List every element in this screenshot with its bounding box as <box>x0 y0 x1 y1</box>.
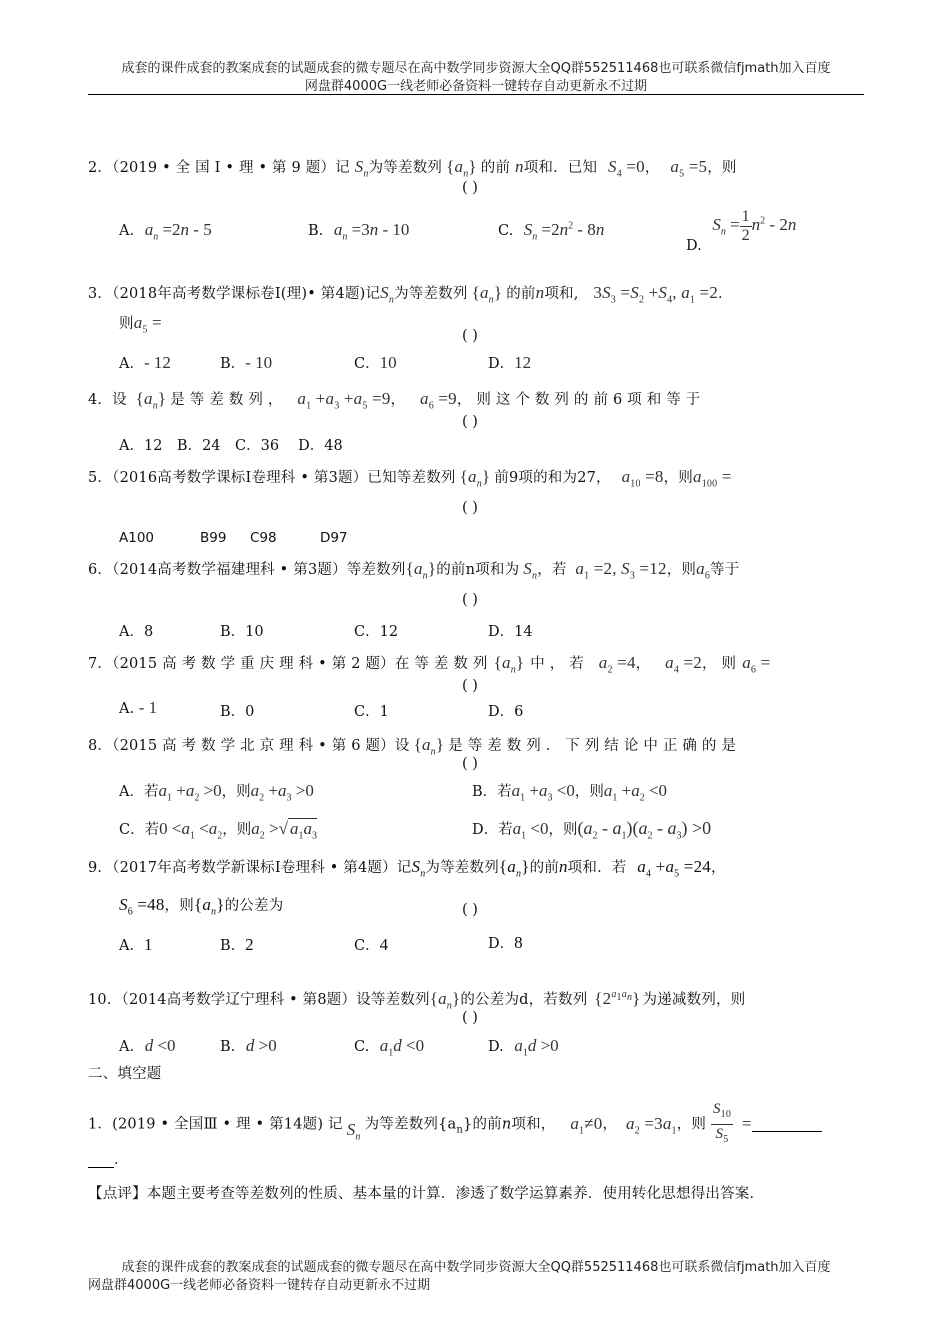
q8-option-b: B．若$a_1 +a_3 <0$，则$a_1 +a_2 <0$ <box>472 781 668 804</box>
fill-question-1: 1．(2019 • 全国Ⅲ • 理 • 第14题) 记 $S_n$为等差数列$\{a_n\}$的前n项和， $a_1\ne 0$， $a_2 =3a_1$，则 $\frac{S_{10}}{S_5}$ = <box>88 1100 822 1149</box>
q9-answer-paren: ( ) <box>462 902 478 918</box>
q2-option-b: B. $a_n =3n - 10$ <box>308 220 410 243</box>
footer-line-2: 网盘群4000G一线老师必备资料一键转存自动更新永不过期 <box>88 1278 431 1293</box>
question-10: 10．（2014高考数学辽宁理科 • 第8题）设等差数列$\{a_n\}$的公差为d，若数列 $\{2^{a_1a_n}\}$ 为递减数列，则 <box>88 989 746 1012</box>
header-line-2: 网盘群4000G一线老师必备资料一键转存自动更新永不过期 <box>304 79 648 94</box>
q7-option-c: C．1 <box>354 704 389 720</box>
q2-option-c: C. $S_n =2n^2 - 8n$ <box>498 220 605 243</box>
question-4: 4．设 $\{a_n\}$ 是 等 差 数 列 ， $a_1 +a_3 +a_5 =9$， $a_6 =9$， 则 这 个 数 列 的 前 6 项 和 等 于 <box>88 389 701 412</box>
question-9: 9．（2017年高考数学新课标Ⅰ卷理科 • 第4题）记$S_n$为等差数列$\{a_n\}$的前n项和．若 $a_4 +a_5 =24$， <box>88 857 726 880</box>
q9-option-c: C．4 <box>354 935 389 954</box>
q3-line-2: 则$a_5$ = <box>119 313 162 336</box>
comment: 【点评】本题主要考查等差数列的性质、基本量的计算．渗透了数学运算素养．使用转化思想得出答案． <box>88 1186 765 1202</box>
question-7: 7．（2015 高 考 数 学 重 庆 理 科 • 第 2 题）在 等 差 数 列 $\{a_n\}$ 中 ， 若 $a_2 =4$， $a_4 =2$， 则 $a_6$ = <box>88 653 771 676</box>
question-8: 8．（2015 高 考 数 学 北 京 理 科 • 第 6 题）设 $\{a_n\}$ 是 等 差 数 列 ． 下 列 结 论 中 正 确 的 是 <box>88 735 737 758</box>
question-2: 2．（2019 • 全 国 Ⅰ • 理 • 第 9 题）记 $S_n$为等差数列 $\{a_n\}$ 的前 n项和．已知 $S_4 =0$， $a_5 =5$，则 <box>88 157 737 180</box>
q2-answer-paren: ( ) <box>462 180 478 196</box>
q7-option-d: D．6 <box>488 704 524 720</box>
q10-option-d: D. $a_1d >0$ <box>488 1036 559 1059</box>
question-6: 6．（2014高考数学福建理科 • 第3题）等差数列$\{a_n\}$的前n项和为 $S_n$，若 $a_1 =2$, $S_3 =12$，则$a_6$等于 <box>88 559 740 582</box>
fill-question-1-tail: ． <box>88 1148 129 1169</box>
q5-option-d: D97 <box>320 530 348 546</box>
footer-line-1: 成套的课件成套的教案成套的试题成套的微专题尽在高中数学同步资源大全QQ群552511468也可联系微信fjmath加入百度 <box>121 1260 831 1275</box>
q9-option-a: A．1 <box>119 935 153 954</box>
q8-option-d: D．若$a_1 <0$，则$(a_2 - a_1)(a_2 - a_3) >0$ <box>472 818 712 842</box>
question-3: 3．（2018年高考数学课标卷Ⅰ(理)• 第4题)记$S_n$为等差数列 $\{a_n\}$ 的前n项和, $3S_3 =S_2 +S_4$, $a_1 =2$． <box>88 283 733 306</box>
header-line-1: 成套的课件成套的教案成套的试题成套的微专题尽在高中数学同步资源大全QQ群552511468也可联系微信fjmath加入百度 <box>121 61 831 76</box>
q4-options: A．12 B．24 C．36 D．48 <box>119 438 343 454</box>
q5-option-b: B99 <box>200 530 227 546</box>
q9-option-b: B．2 <box>220 935 254 954</box>
q10-option-c: C. $a_1d <0$ <box>354 1036 425 1059</box>
q6-option-d: D．14 <box>488 624 533 640</box>
q7-answer-paren: ( ) <box>462 678 478 694</box>
q8-answer-paren: ( ) <box>462 756 478 772</box>
q3-option-a: A．- 12 <box>119 353 171 372</box>
q6-option-a: A．8 <box>119 624 154 640</box>
q10-option-a: A. d <0 <box>119 1036 176 1055</box>
question-5: 5．（2016高考数学课标Ⅰ卷理科 • 第3题）已知等差数列 $\{a_n\}$ 前9项的和为27， $a_{10} =8$，则$a_{100}$ = <box>88 467 732 490</box>
q4-answer-paren: ( ) <box>462 414 478 430</box>
q8-option-c: C．若$0 <a_1 <a_2$，则$a_2$ >√ $a_1a_3$ <box>119 819 317 842</box>
q9-line-2: $S_6 =48$，则$\{a_n\}$的公差为 <box>119 895 284 918</box>
q3-option-c: C．10 <box>354 353 397 372</box>
fill-blank[interactable] <box>752 1117 822 1132</box>
header-rule <box>88 94 864 95</box>
q5-option-c: C98 <box>250 530 277 546</box>
section-title-fill-in: 二、填空题 <box>88 1066 162 1082</box>
q5-answer-paren: ( ) <box>462 500 478 516</box>
q5-option-a: A100 <box>119 530 155 546</box>
q6-answer-paren: ( ) <box>462 592 478 608</box>
q10-option-b: B. d >0 <box>220 1036 277 1055</box>
q10-answer-paren: ( ) <box>462 1010 478 1026</box>
q9-option-d: D．8 <box>488 933 523 952</box>
q3-answer-paren: ( ) <box>462 328 478 344</box>
q2-option-a: A. $a_n =2n - 5$ <box>119 220 212 243</box>
q6-option-c: C．12 <box>354 624 399 640</box>
q3-option-d: D．12 <box>488 353 532 372</box>
q8-option-a: A．若$a_1 +a_2 >0$，则$a_2 +a_3 >0$ <box>119 781 314 804</box>
q7-option-a: A. - 1 <box>119 698 158 717</box>
q7-option-b: B．0 <box>220 704 255 720</box>
q2-option-d: D. $S_n$ = $\frac{1}{2}$ $n^2 - 2n$ <box>686 208 797 255</box>
q6-option-b: B．10 <box>220 624 264 640</box>
q3-option-b: B．- 10 <box>220 353 273 372</box>
